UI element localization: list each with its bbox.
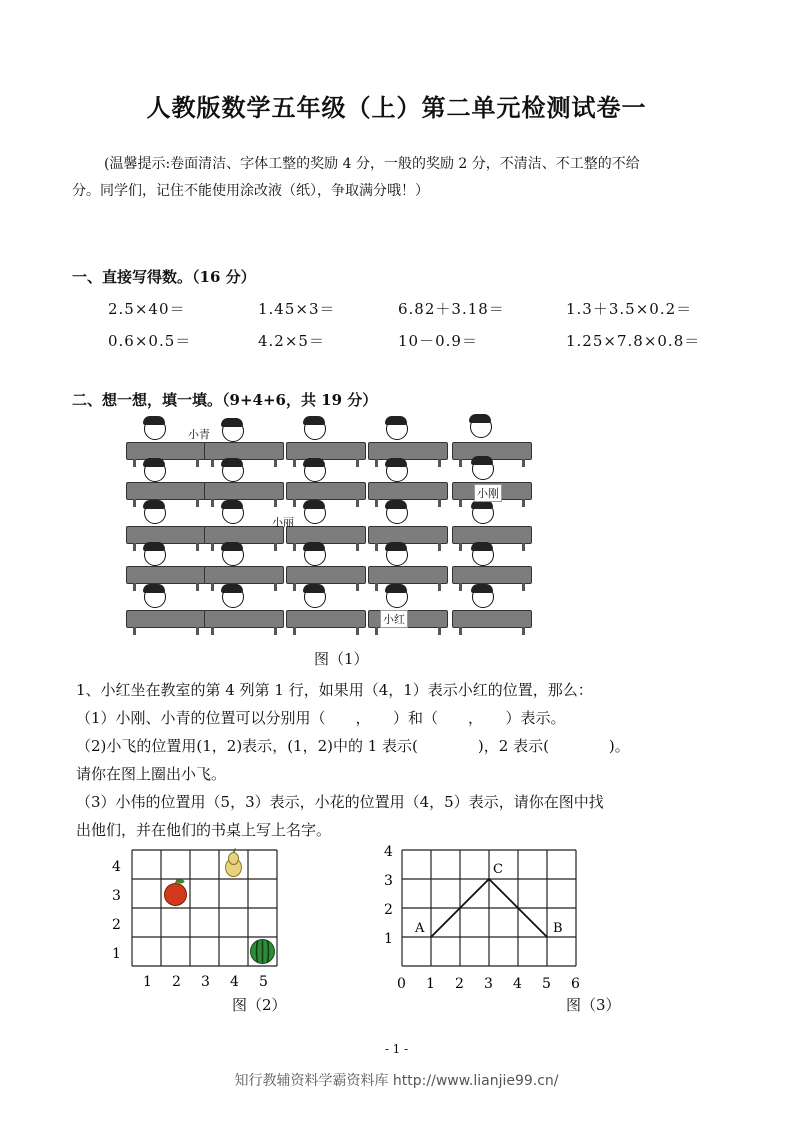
desk xyxy=(286,526,366,544)
student-icon xyxy=(472,458,494,480)
x-tick: 3 xyxy=(484,976,493,992)
student-icon xyxy=(472,544,494,566)
desk xyxy=(286,482,366,500)
watermelon-icon xyxy=(251,940,275,964)
x-tick: 3 xyxy=(201,974,210,990)
footer-link[interactable]: 知行教辅资料学霸资料库 http://www.lianjie99.cn/ xyxy=(234,1073,559,1089)
student-icon xyxy=(304,586,326,608)
desk xyxy=(286,566,366,584)
student-icon xyxy=(222,586,244,608)
desk xyxy=(452,610,532,628)
student-icon xyxy=(144,460,166,482)
desk xyxy=(368,482,448,500)
x-tick: 2 xyxy=(172,974,181,990)
student-icon xyxy=(472,502,494,524)
student-icon xyxy=(222,544,244,566)
label-xiaogang: 小刚 xyxy=(474,484,502,502)
desk xyxy=(286,442,366,460)
figure-3-grid xyxy=(380,840,600,1000)
point-b-label: B xyxy=(553,921,563,936)
question-1-line-5: （3）小伟的位置用（5，3）表示，小花的位置用（4，5）表示，请你在图中找 xyxy=(76,793,604,811)
pear-icon xyxy=(226,849,242,877)
question-1-line-4: 请你在图上圈出小飞。 xyxy=(76,765,227,783)
notice-line-1: (温馨提示:卷面清洁、字体工整的奖励 4 分，一般的奖励 2 分，不清洁、不工整的不给 xyxy=(104,156,640,172)
y-tick: 1 xyxy=(112,946,121,962)
student-icon xyxy=(144,418,166,440)
desk xyxy=(452,566,532,584)
equation: 2.5×40＝ xyxy=(108,300,186,318)
desk xyxy=(204,566,284,584)
equation: 10－0.9＝ xyxy=(398,332,478,350)
question-1-line-6: 出他们，并在他们的书桌上写上名字。 xyxy=(76,821,332,839)
student-icon xyxy=(386,544,408,566)
x-tick: 1 xyxy=(143,974,152,990)
y-tick: 3 xyxy=(112,888,121,904)
x-tick: 5 xyxy=(542,976,551,992)
classroom-figure xyxy=(118,410,538,642)
desk xyxy=(204,610,284,628)
x-tick: 6 xyxy=(571,976,580,992)
equation: 6.82＋3.18＝ xyxy=(398,300,505,318)
desk xyxy=(452,442,532,460)
x-tick: 5 xyxy=(259,974,268,990)
y-tick: 1 xyxy=(384,931,393,947)
x-tick: 4 xyxy=(230,974,239,990)
y-tick: 4 xyxy=(384,844,393,860)
desk xyxy=(204,482,284,500)
label-xiaoqing: 小青 xyxy=(188,428,210,441)
figure-2-caption: 图（2） xyxy=(232,996,287,1014)
label-xiaohong: 小红 xyxy=(380,610,408,628)
student-icon xyxy=(144,586,166,608)
page-title: 人教版数学五年级（上）第二单元检测试卷一 xyxy=(146,93,647,122)
x-tick: 4 xyxy=(513,976,522,992)
equation: 1.3＋3.5×0.2＝ xyxy=(566,300,693,318)
student-icon xyxy=(304,544,326,566)
desk xyxy=(126,610,206,628)
y-tick: 2 xyxy=(384,902,393,918)
student-icon xyxy=(144,544,166,566)
desk xyxy=(368,566,448,584)
student-icon xyxy=(470,416,492,438)
figure-3-caption: 图（3） xyxy=(566,996,621,1014)
desk xyxy=(368,526,448,544)
question-1-line-1: 1、小红坐在教室的第 4 列第 1 行，如果用（4，1）表示小红的位置，那么： xyxy=(76,681,593,699)
figure-2-grid xyxy=(100,840,300,1000)
student-icon xyxy=(304,418,326,440)
equation: 1.25×7.8×0.8＝ xyxy=(566,332,701,350)
student-icon xyxy=(472,586,494,608)
student-icon xyxy=(386,586,408,608)
student-icon xyxy=(222,420,244,442)
label-xiaoli: 小丽 xyxy=(272,516,294,529)
desk xyxy=(452,526,532,544)
x-tick: 2 xyxy=(455,976,464,992)
student-icon xyxy=(386,418,408,440)
section-1-heading: 一、直接写得数。（16 分） xyxy=(72,268,256,286)
desk xyxy=(368,442,448,460)
figure-1-caption: 图（1） xyxy=(314,650,369,668)
equation: 1.45×3＝ xyxy=(258,300,336,318)
question-1-line-3: （2)小飞的位置用(1，2)表示，(1，2)中的 1 表示( )，2 表示( )。 xyxy=(76,737,630,755)
student-icon xyxy=(144,502,166,524)
desk xyxy=(286,610,366,628)
point-a-label: A xyxy=(415,921,425,936)
y-tick: 4 xyxy=(112,859,121,875)
desk xyxy=(126,442,206,460)
x-tick: 1 xyxy=(426,976,435,992)
page-number: - 1 - xyxy=(384,1042,409,1056)
apple-icon xyxy=(165,880,187,906)
grid-lines xyxy=(402,850,576,966)
y-tick: 3 xyxy=(384,873,393,889)
student-icon xyxy=(386,502,408,524)
desk xyxy=(126,482,206,500)
student-icon xyxy=(222,502,244,524)
desk xyxy=(204,442,284,460)
notice-line-2: 分。同学们，记住不能使用涂改液（纸），争取满分哦！） xyxy=(72,183,429,199)
point-labels xyxy=(414,862,563,936)
student-icon xyxy=(386,460,408,482)
y-tick: 2 xyxy=(112,917,121,933)
desk xyxy=(126,526,206,544)
question-1-line-2: （1）小刚、小青的位置可以分别用（ ， ）和（ ， ）表示。 xyxy=(76,709,566,727)
student-icon xyxy=(304,502,326,524)
student-icon xyxy=(222,460,244,482)
equation: 4.2×5＝ xyxy=(258,332,325,350)
student-icon xyxy=(304,460,326,482)
section-2-heading: 二、想一想，填一填。（9+4+6，共 19 分） xyxy=(72,391,378,409)
point-c-label: C xyxy=(493,862,503,877)
equation: 0.6×0.5＝ xyxy=(108,332,192,350)
x-tick: 0 xyxy=(397,976,406,992)
desk xyxy=(126,566,206,584)
